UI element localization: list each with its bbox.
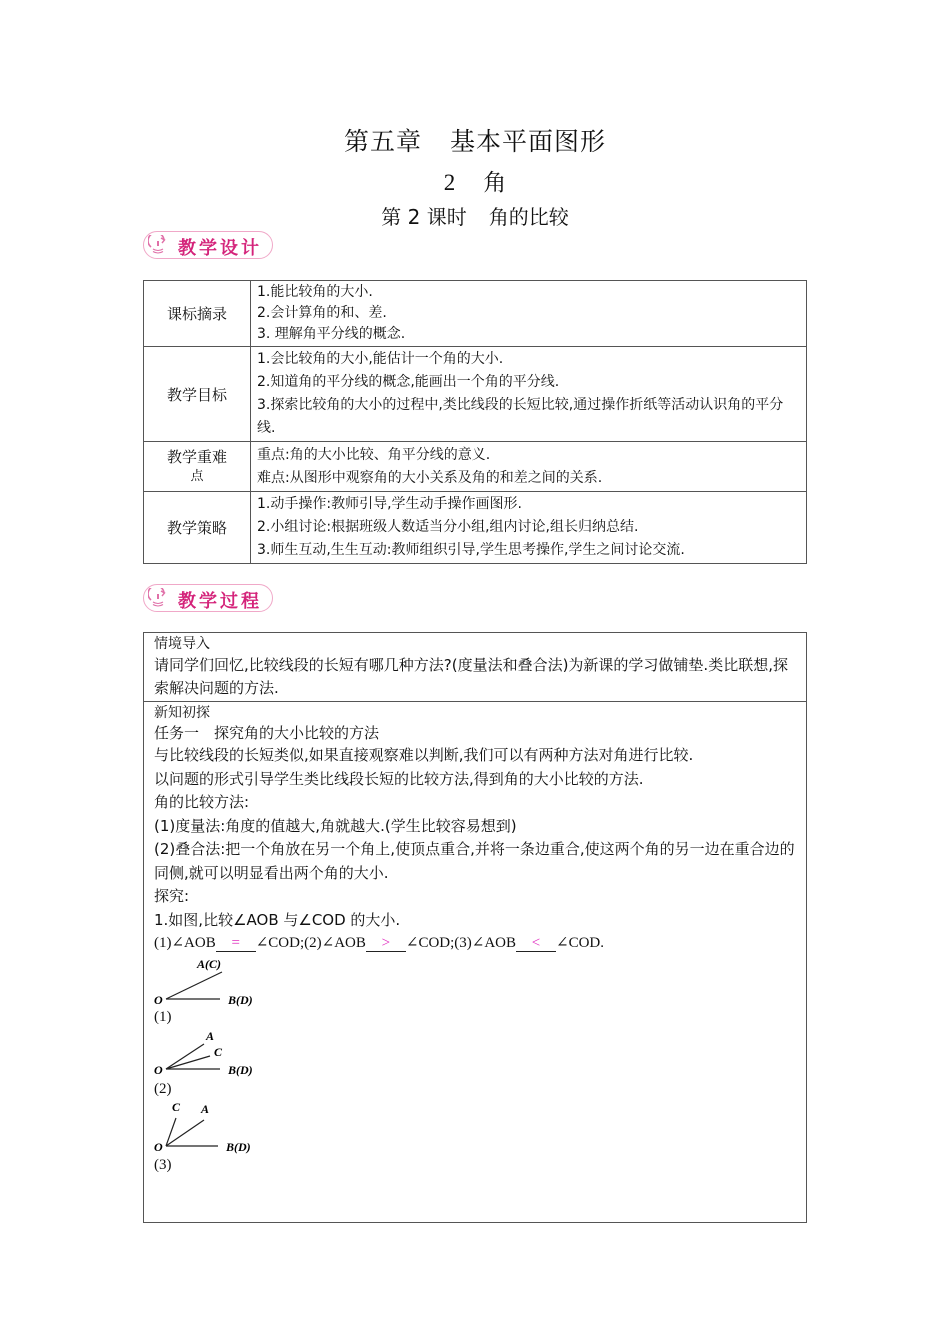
row-content — [251, 492, 807, 564]
row-label: 教学目标 — [144, 347, 251, 442]
content-line: 难点:从图形中观察角的大小关系及角的和差之间的关系. — [257, 469, 603, 486]
chapter-name: 基本平面图形 — [450, 127, 607, 156]
explore-section — [144, 701, 806, 1222]
badge-label: 教学设计 — [178, 238, 262, 259]
table-row — [144, 492, 807, 564]
badge-label: 教学过程 — [178, 591, 262, 612]
content-line: 1.会比较角的大小,能估计一个角的大小. — [257, 351, 504, 367]
row-content — [251, 281, 807, 347]
svg-text:O: O — [154, 1139, 163, 1154]
explore-heading: 新知初探 — [154, 705, 210, 721]
angle-diagram — [154, 956, 274, 1008]
angle-diagram — [154, 1026, 274, 1080]
svg-text:A(C): A(C) — [197, 956, 221, 971]
row-label: 课标摘录 — [144, 281, 251, 347]
svg-text:B(D): B(D) — [228, 1062, 253, 1077]
table-row — [144, 281, 807, 347]
content-line: 重点:角的大小比较、角平分线的意义. — [257, 446, 491, 463]
row-label: 教学策略 — [144, 492, 251, 564]
paragraph: 探究: — [154, 887, 190, 905]
intro-section — [144, 633, 806, 701]
svg-text:A: A — [201, 1101, 210, 1116]
angle-figure-1 — [154, 956, 796, 1026]
badge-icon — [148, 588, 168, 608]
paragraph: 角的比较方法: — [154, 793, 250, 811]
answer-blank[interactable]: = — [216, 935, 256, 952]
chapter-number: 第五章 — [343, 127, 422, 156]
teaching-process-badge — [143, 584, 273, 612]
angle-diagram — [154, 1098, 274, 1156]
task-heading: 任务一 探究角的大小比较的方法 — [154, 724, 380, 742]
row-label — [144, 442, 251, 492]
table-row — [144, 442, 807, 492]
table-row — [144, 347, 807, 442]
answer-text: ∠COD. — [556, 935, 605, 951]
row-content — [251, 442, 807, 492]
chapter-title — [0, 122, 950, 158]
section-title — [0, 164, 950, 197]
svg-text:O: O — [154, 992, 163, 1007]
row-content — [251, 347, 807, 442]
angle-figure-2 — [154, 1026, 796, 1098]
angle-figure-3 — [154, 1098, 796, 1174]
figure-caption: (2) — [154, 1080, 172, 1097]
content-line: 2.会计算角的和、差. — [257, 305, 387, 321]
svg-text:C: C — [214, 1044, 223, 1059]
content-line: 2.小组讨论:根据班级人数适当分小组,组内讨论,组长归纳总结. — [257, 519, 639, 535]
intro-text: 请同学们回忆,比较线段的长短有哪几种方法?(度量法和叠合法)为新课的学习做铺垫.类比联想,探索解决问题的方法. — [154, 656, 788, 697]
svg-text:O: O — [154, 1062, 163, 1077]
svg-text:B(D): B(D) — [228, 992, 253, 1007]
label-line: 教学重难 — [166, 447, 227, 466]
paragraph: 以问题的形式引导学生类比线段长短的比较方法,得到角的大小比较的方法. — [154, 769, 644, 788]
lesson-title — [0, 201, 950, 230]
label-line: 点 — [190, 468, 204, 484]
lesson-number: 第 2 课时 — [381, 205, 467, 229]
answer-blank[interactable]: > — [366, 935, 406, 952]
answer-blank[interactable]: < — [516, 935, 556, 952]
answer-line — [154, 932, 796, 956]
teaching-design-badge — [143, 231, 273, 259]
answer-text: (1)∠AOB — [154, 935, 216, 951]
content-line: 1.能比较角的大小. — [257, 284, 373, 300]
section-name: 角 — [483, 170, 507, 196]
paragraph: 与比较线段的长短类似,如果直接观察难以判断,我们可以有两种方法对角进行比较. — [154, 746, 694, 764]
svg-text:B(D): B(D) — [226, 1139, 251, 1154]
teaching-design-table — [143, 280, 807, 564]
figure-caption: (3) — [154, 1156, 172, 1173]
content-line: 3.探索比较角的大小的过程中,类比线段的长短比较,通过操作折纸等活动认识角的平分线. — [257, 397, 784, 436]
svg-text:A: A — [206, 1028, 215, 1043]
teaching-process-box — [143, 632, 807, 1223]
content-line: 1.动手操作:教师引导,学生动手操作画图形. — [257, 496, 522, 512]
method-measure: (1)度量法:角度的值越大,角就越大.(学生比较容易想到) — [154, 816, 517, 835]
badge-icon — [148, 235, 168, 255]
figure-caption: (1) — [154, 1008, 172, 1025]
answer-text: ∠COD;(3)∠AOB — [405, 935, 517, 951]
answer-text: ∠COD;(2)∠AOB — [255, 935, 366, 951]
question: 1.如图,比较∠AOB 与∠COD 的大小. — [154, 910, 401, 929]
method-overlap: (2)叠合法:把一个角放在另一个角上,使顶点重合,并将一条边重合,使这两个角的另一边在重合边的同侧,就可以明显看出两个角的大小. — [154, 840, 795, 882]
svg-text:C: C — [172, 1099, 181, 1114]
content-line: 3. 理解角平分线的概念. — [257, 326, 406, 342]
intro-heading: 情境导入 — [154, 636, 210, 652]
lesson-name: 角的比较 — [488, 205, 569, 229]
section-number: 2 — [443, 170, 456, 195]
content-line: 3.师生互动,生生互动:教师组织引导,学生思考操作,学生之间讨论交流. — [257, 542, 685, 558]
content-line: 2.知道角的平分线的概念,能画出一个角的平分线. — [257, 374, 560, 390]
